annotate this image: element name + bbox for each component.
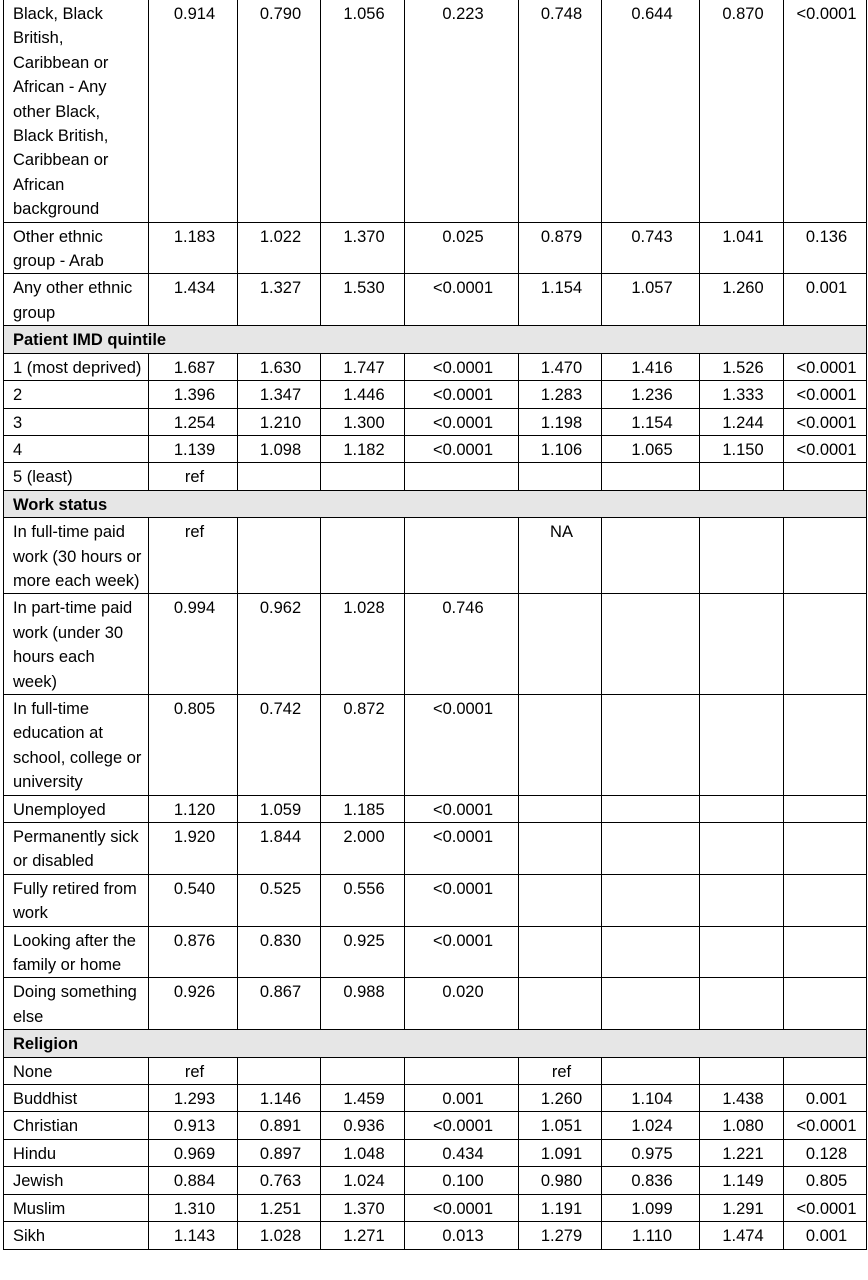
table-cell	[784, 463, 867, 490]
table-cell: 1.106	[519, 435, 602, 462]
table-cell: 0.128	[784, 1139, 867, 1166]
table-row	[4, 594, 867, 695]
table-cell: 0.925	[321, 926, 405, 978]
table-cell: 1.630	[238, 353, 321, 380]
table-cell: 0.897	[238, 1139, 321, 1166]
table-cell: 1.143	[149, 1222, 238, 1249]
table-row	[4, 1167, 867, 1194]
row-label: 3	[4, 408, 149, 435]
table-cell: 0.962	[238, 594, 321, 695]
table-cell: 1.474	[700, 1222, 784, 1249]
table-cell: 1.110	[602, 1222, 700, 1249]
table-cell: 0.001	[784, 1222, 867, 1249]
table-cell: 0.100	[405, 1167, 519, 1194]
table-cell: <0.0001	[784, 353, 867, 380]
row-label: Any other ethnic group	[4, 274, 149, 326]
table-cell: 1.080	[700, 1112, 784, 1139]
table-cell	[519, 926, 602, 978]
table-cell: 0.434	[405, 1139, 519, 1166]
table-cell	[602, 463, 700, 490]
row-label: Fully retired from work	[4, 874, 149, 926]
table-cell: 0.644	[602, 0, 700, 222]
table-cell: <0.0001	[784, 1194, 867, 1221]
table-cell: 1.091	[519, 1139, 602, 1166]
table-cell: <0.0001	[784, 435, 867, 462]
table-cell: 0.891	[238, 1112, 321, 1139]
table-row	[4, 408, 867, 435]
table-cell: <0.0001	[405, 1194, 519, 1221]
table-cell: 1.470	[519, 353, 602, 380]
table-cell: 1.120	[149, 795, 238, 822]
table-row	[4, 1222, 867, 1249]
table-cell: 1.260	[519, 1085, 602, 1112]
table-cell: 1.210	[238, 408, 321, 435]
table-cell: <0.0001	[405, 823, 519, 875]
table-cell: 1.291	[700, 1194, 784, 1221]
table-row	[4, 463, 867, 490]
table-cell: 1.048	[321, 1139, 405, 1166]
table-cell	[700, 694, 784, 795]
table-cell: 1.416	[602, 353, 700, 380]
table-cell: 1.191	[519, 1194, 602, 1221]
table-cell: 1.185	[321, 795, 405, 822]
table-cell: 1.254	[149, 408, 238, 435]
table-row	[4, 978, 867, 1030]
table-row	[4, 1194, 867, 1221]
table-cell: 1.099	[602, 1194, 700, 1221]
table-cell: 0.969	[149, 1139, 238, 1166]
table-cell: ref	[149, 518, 238, 594]
table-cell	[784, 1057, 867, 1084]
table-row	[4, 274, 867, 326]
table-cell: 1.370	[321, 222, 405, 274]
row-label: Other ethnic group - Arab	[4, 222, 149, 274]
table-cell: 1.920	[149, 823, 238, 875]
table-cell	[519, 694, 602, 795]
table-cell: 0.763	[238, 1167, 321, 1194]
table-cell: 0.001	[784, 274, 867, 326]
table-cell: 0.879	[519, 222, 602, 274]
table-cell: NA	[519, 518, 602, 594]
table-cell: 0.013	[405, 1222, 519, 1249]
row-label: In part-time paid work (under 30 hours each week)	[4, 594, 149, 695]
table-cell: 1.434	[149, 274, 238, 326]
row-label: 5 (least)	[4, 463, 149, 490]
table-cell	[784, 978, 867, 1030]
table-cell	[602, 874, 700, 926]
table-cell	[602, 518, 700, 594]
table-cell: 0.926	[149, 978, 238, 1030]
table-cell: ref	[149, 1057, 238, 1084]
table-cell	[519, 463, 602, 490]
table-cell	[700, 518, 784, 594]
table-cell	[321, 463, 405, 490]
table-cell: <0.0001	[784, 408, 867, 435]
section-header: Religion	[4, 1030, 867, 1057]
table-cell	[700, 823, 784, 875]
table-cell	[784, 518, 867, 594]
table-cell: 0.525	[238, 874, 321, 926]
table-cell	[405, 518, 519, 594]
table-cell: <0.0001	[405, 795, 519, 822]
table-cell: 1.154	[519, 274, 602, 326]
table-cell	[238, 463, 321, 490]
table-row	[4, 1085, 867, 1112]
table-cell: 1.139	[149, 435, 238, 462]
table-cell: 0.876	[149, 926, 238, 978]
table-cell	[784, 874, 867, 926]
table-cell: 0.136	[784, 222, 867, 274]
table-cell: 1.024	[602, 1112, 700, 1139]
table-cell: 0.742	[238, 694, 321, 795]
table-cell	[784, 694, 867, 795]
table-cell: 1.293	[149, 1085, 238, 1112]
table-cell: 1.283	[519, 381, 602, 408]
table-cell: 1.051	[519, 1112, 602, 1139]
table-cell: 1.198	[519, 408, 602, 435]
table-cell: 2.000	[321, 823, 405, 875]
section-header: Patient IMD quintile	[4, 326, 867, 353]
table-cell	[321, 518, 405, 594]
table-cell: 1.260	[700, 274, 784, 326]
table-cell: 1.251	[238, 1194, 321, 1221]
table-cell: 0.025	[405, 222, 519, 274]
table-cell: 0.936	[321, 1112, 405, 1139]
row-label: Hindu	[4, 1139, 149, 1166]
table-cell: 1.183	[149, 222, 238, 274]
table-row	[4, 222, 867, 274]
table-row	[4, 874, 867, 926]
row-label: Jewish	[4, 1167, 149, 1194]
table-body	[4, 0, 867, 1249]
table-cell: 0.870	[700, 0, 784, 222]
table-cell: 1.438	[700, 1085, 784, 1112]
table-cell: 1.446	[321, 381, 405, 408]
table-cell	[784, 795, 867, 822]
table-cell	[700, 594, 784, 695]
table-cell	[519, 978, 602, 1030]
table-cell: 1.271	[321, 1222, 405, 1249]
section-header: Work status	[4, 490, 867, 517]
table-cell: 0.913	[149, 1112, 238, 1139]
table-cell	[519, 594, 602, 695]
row-label: 1 (most deprived)	[4, 353, 149, 380]
table-cell: 1.154	[602, 408, 700, 435]
table-cell	[602, 823, 700, 875]
table-cell: 1.182	[321, 435, 405, 462]
table-cell	[405, 1057, 519, 1084]
row-label: 4	[4, 435, 149, 462]
table-cell: 1.244	[700, 408, 784, 435]
row-label: Buddhist	[4, 1085, 149, 1112]
table-cell: 0.872	[321, 694, 405, 795]
table-cell	[519, 823, 602, 875]
table-row	[4, 694, 867, 795]
table-cell: 0.980	[519, 1167, 602, 1194]
table-cell: 0.830	[238, 926, 321, 978]
table-cell: 1.104	[602, 1085, 700, 1112]
table-cell: 1.065	[602, 435, 700, 462]
table-cell: 1.687	[149, 353, 238, 380]
table-cell	[700, 795, 784, 822]
table-cell: 0.914	[149, 0, 238, 222]
table-cell: 0.867	[238, 978, 321, 1030]
table-cell	[700, 874, 784, 926]
table-row	[4, 1139, 867, 1166]
table-cell: 0.884	[149, 1167, 238, 1194]
table-cell: 0.556	[321, 874, 405, 926]
row-label: Looking after the family or home	[4, 926, 149, 978]
table-row	[4, 0, 867, 222]
table-cell: 1.098	[238, 435, 321, 462]
table-cell: <0.0001	[405, 694, 519, 795]
table-cell: <0.0001	[405, 1112, 519, 1139]
table-cell: 0.805	[149, 694, 238, 795]
table-cell	[519, 795, 602, 822]
table-cell: <0.0001	[405, 874, 519, 926]
table-row	[4, 1057, 867, 1084]
results-table	[3, 0, 867, 1250]
table-row	[4, 795, 867, 822]
table-cell: 1.146	[238, 1085, 321, 1112]
table-cell: 0.994	[149, 594, 238, 695]
table-cell	[602, 795, 700, 822]
table-cell	[700, 926, 784, 978]
table-cell: 0.746	[405, 594, 519, 695]
table-cell: 1.530	[321, 274, 405, 326]
table-cell: 1.150	[700, 435, 784, 462]
row-label: None	[4, 1057, 149, 1084]
table-cell: <0.0001	[784, 0, 867, 222]
table-cell: 1.149	[700, 1167, 784, 1194]
table-cell	[700, 1057, 784, 1084]
table-cell: <0.0001	[784, 1112, 867, 1139]
table-cell: 0.540	[149, 874, 238, 926]
table-cell	[784, 926, 867, 978]
row-label: Permanently sick or disabled	[4, 823, 149, 875]
table-cell: 0.748	[519, 0, 602, 222]
table-cell: 0.988	[321, 978, 405, 1030]
row-label: Sikh	[4, 1222, 149, 1249]
table-cell	[519, 874, 602, 926]
table-cell	[700, 463, 784, 490]
table-cell: 0.223	[405, 0, 519, 222]
table-cell	[784, 823, 867, 875]
table-cell: 1.022	[238, 222, 321, 274]
table-cell: <0.0001	[405, 274, 519, 326]
table-cell	[405, 463, 519, 490]
table-cell: 0.805	[784, 1167, 867, 1194]
table-cell: ref	[149, 463, 238, 490]
table-row	[4, 381, 867, 408]
row-label: In full-time education at school, college or university	[4, 694, 149, 795]
table-cell	[602, 978, 700, 1030]
table-cell	[602, 594, 700, 695]
table-row	[4, 823, 867, 875]
row-label: Unemployed	[4, 795, 149, 822]
table-cell: 1.370	[321, 1194, 405, 1221]
row-label: In full-time paid work (30 hours or more each week)	[4, 518, 149, 594]
table-cell: 1.057	[602, 274, 700, 326]
section-header-row	[4, 326, 867, 353]
table-cell: <0.0001	[405, 353, 519, 380]
table-cell: <0.0001	[405, 926, 519, 978]
table-cell	[700, 978, 784, 1030]
table-cell: 1.221	[700, 1139, 784, 1166]
table-row	[4, 1112, 867, 1139]
table-cell: 0.790	[238, 0, 321, 222]
table-cell: 0.743	[602, 222, 700, 274]
table-cell: <0.0001	[784, 381, 867, 408]
table-cell: 1.396	[149, 381, 238, 408]
table-cell: 0.020	[405, 978, 519, 1030]
table-cell: 1.327	[238, 274, 321, 326]
table-cell: 1.059	[238, 795, 321, 822]
table-cell	[321, 1057, 405, 1084]
table-cell: <0.0001	[405, 381, 519, 408]
table-row	[4, 926, 867, 978]
table-cell	[238, 1057, 321, 1084]
table-cell: 0.001	[405, 1085, 519, 1112]
table-cell: 1.279	[519, 1222, 602, 1249]
table-cell: 1.526	[700, 353, 784, 380]
row-label: Doing something else	[4, 978, 149, 1030]
table-cell	[602, 926, 700, 978]
table-row	[4, 435, 867, 462]
table-cell: 1.056	[321, 0, 405, 222]
table-cell: 0.975	[602, 1139, 700, 1166]
table-cell: 1.459	[321, 1085, 405, 1112]
table-cell	[602, 694, 700, 795]
table-cell: 1.844	[238, 823, 321, 875]
table-cell: 1.236	[602, 381, 700, 408]
table-cell: 1.347	[238, 381, 321, 408]
table-cell	[784, 594, 867, 695]
table-cell: 1.028	[238, 1222, 321, 1249]
table-cell: 0.001	[784, 1085, 867, 1112]
row-label: 2	[4, 381, 149, 408]
table-cell: 1.041	[700, 222, 784, 274]
section-header-row	[4, 1030, 867, 1057]
table-cell: 0.836	[602, 1167, 700, 1194]
table-row	[4, 518, 867, 594]
table-cell: <0.0001	[405, 435, 519, 462]
row-label: Christian	[4, 1112, 149, 1139]
table-cell: 1.747	[321, 353, 405, 380]
row-label: Black, Black British, Caribbean or African - Any other Black, Black British, Caribbean or African background	[4, 0, 149, 222]
table-cell: 1.024	[321, 1167, 405, 1194]
table-cell	[238, 518, 321, 594]
table-cell	[602, 1057, 700, 1084]
table-cell: <0.0001	[405, 408, 519, 435]
table-cell: 1.300	[321, 408, 405, 435]
section-header-row	[4, 490, 867, 517]
table-cell: 1.333	[700, 381, 784, 408]
table-row	[4, 353, 867, 380]
row-label: Muslim	[4, 1194, 149, 1221]
table-cell: 1.028	[321, 594, 405, 695]
table-cell: ref	[519, 1057, 602, 1084]
table-cell: 1.310	[149, 1194, 238, 1221]
